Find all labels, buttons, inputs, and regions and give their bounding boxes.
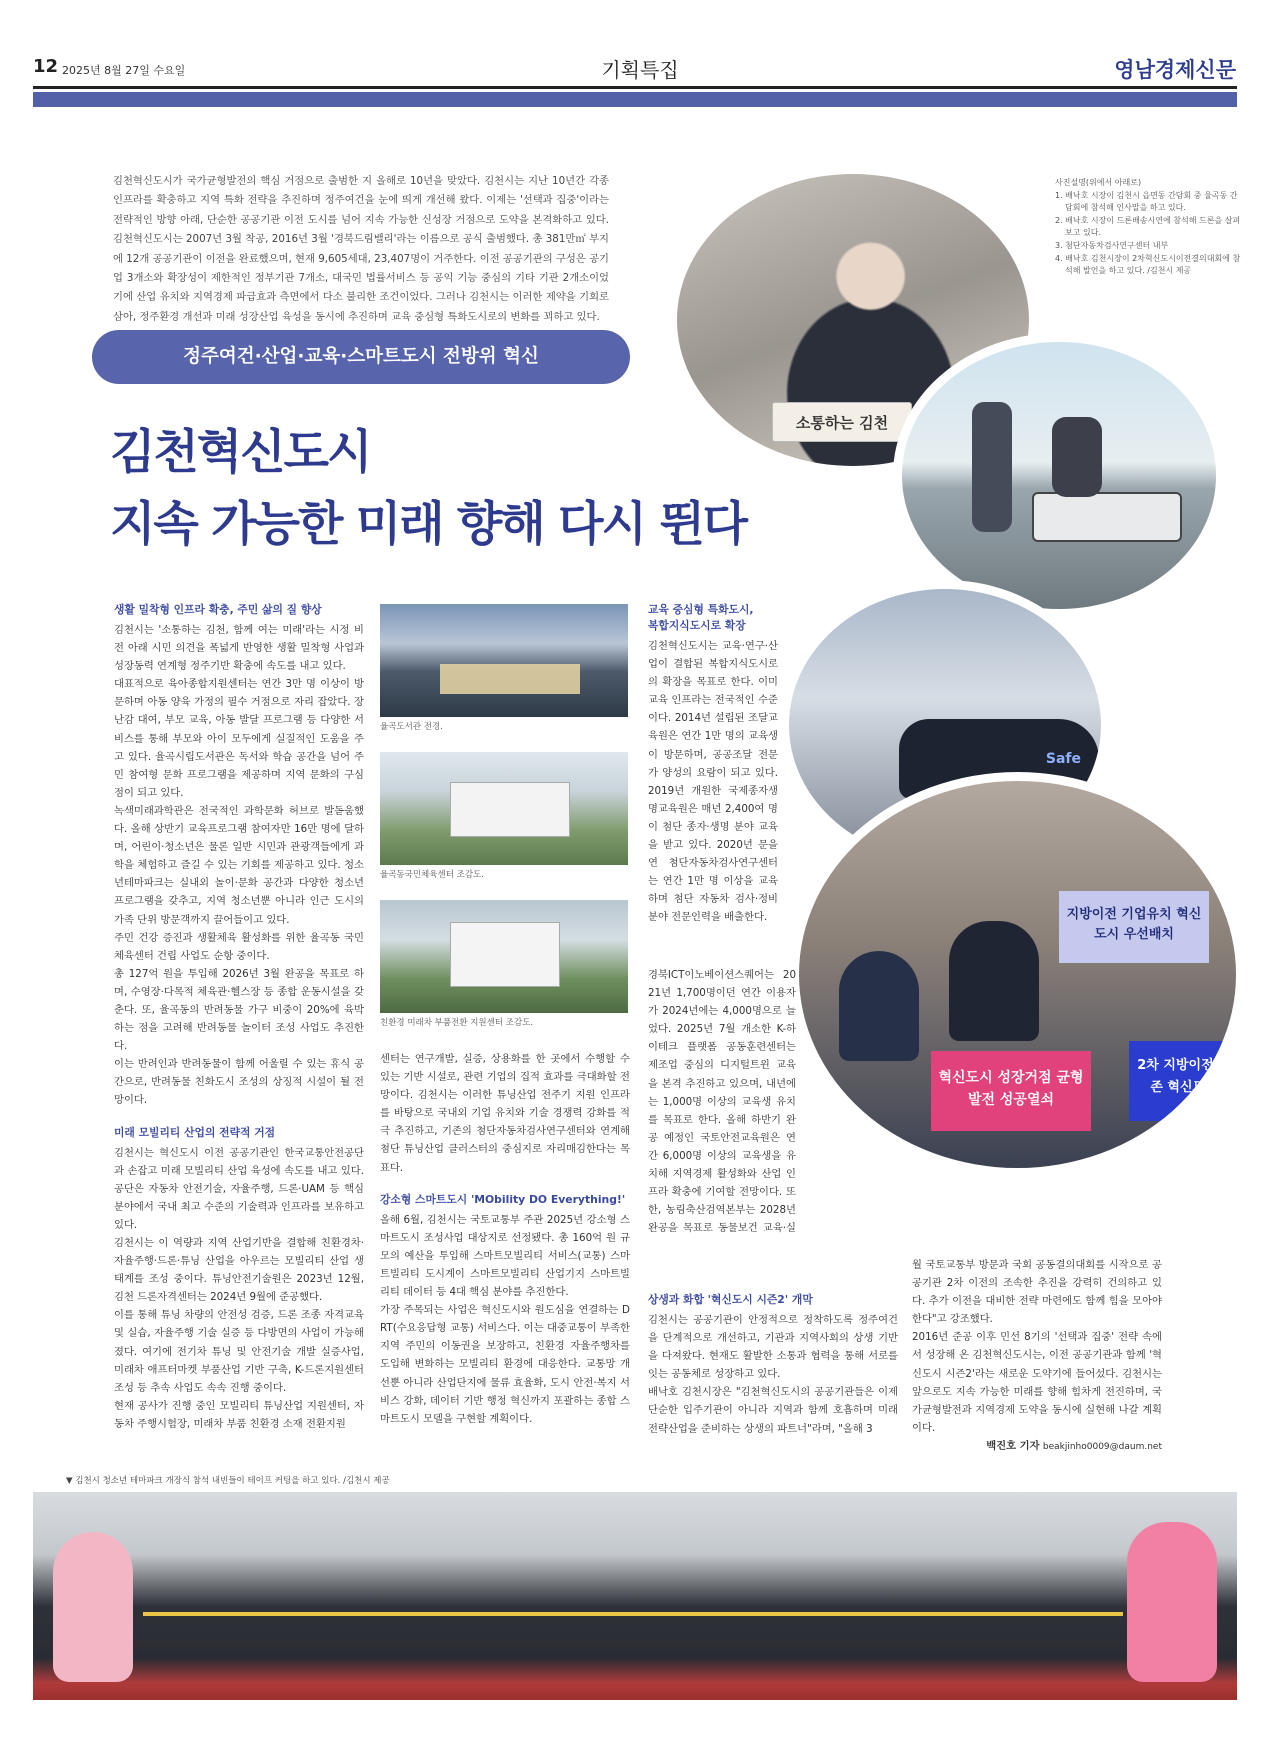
paragraph: 김천시는 공공기관이 안정적으로 정착하도록 정주여건을 단계적으로 개선하고, 기관과 지역사회의 상생 기반을 다져왔다. 현재도 활발한 소통과 협력을 통해 서로를 잇는 공동체로 성장하고 있다.	[648, 1314, 898, 1381]
photo-captions	[1055, 177, 1245, 278]
paragraph: 이를 통해 튜닝 차량의 안전성 검증, 드론 조종 자격교육 및 실습, 자율주행 기술 실증 등 다방면의 사업이 가능해졌다. 여기에 전기차 튜닝 및 안전기술 개발 실증사업, 미래차 애프터마켓 부품산업 기반 구축, K-드론지원센터 조성 등 추속 사업도 속속 진행 중이다.	[114, 1309, 364, 1394]
paragraph: 현재 공사가 진행 중인 모빌리티 튜닝산업 지원센터, 자동차 주행시험장, 미래차 부품 친환경 소재 전환지원	[114, 1399, 364, 1430]
headline-kicker: 정주여건·산업·교육·스마트도시 전방위 혁신	[92, 330, 630, 384]
caption-bottom-photo: ▼ 김천시 청소년 테마파크 개장식 참석 내빈들이 테이프 커팅을 하고 있다. /김천시 제공	[66, 1476, 390, 1486]
paragraph: 김천혁신도시는 교육·연구·산업이 결합된 복합지식도시로의 확장을 목표로 한다. 이미 교육 인프라는 전국적인 수준이다. 2014년 설립된 조달교육원은 연간 1만 명의 교육생이 방문하며, 공공조달 전문가 양성의 요람이 되고 있다. 2019년 개원한 국제종자생명교육원은 매년 2,400여 명이 첨단 종자·생명 분야 교육을 받고 있다. 2020년 문을 연 첨단자동차검사연구센터는 연간 1만 명 이상을 교육하며 첨단 자동차 검사·정비 분야 전문인력을 배출한다.	[648, 640, 778, 924]
caption-eco: 친환경 미래차 부품전환 지원센터 조감도.	[380, 1018, 534, 1028]
rally-sign: 지방이전 기업유치 혁신도시 우선배치	[1059, 891, 1209, 963]
issue-date: 2025년 8월 27일 수요일	[62, 64, 186, 77]
photo-drone-demo	[893, 333, 1225, 618]
person-figure	[1052, 417, 1102, 497]
paragraph: 대표적으로 육아종합지원센터는 연간 3만 명 이상이 방문하며 아동 양육 가정의 필수 거점으로 자리 잡았다. 장난감 대여, 부모 교육, 아동 발달 프로그램 등 다양한 서비스를 통해 부모와 아이 모두에게 실질적인 도움을 주고 있다. 율곡시립도서관은 독서와 학습 공간을 넘어 주민 참여형 문화 프로그램을 제공하며 지역 문화의 구심점이 되고 있다.	[114, 678, 364, 799]
paragraph: 올해 6월, 김천시는 국토교통부 주관 2025년 강소형 스마트도시 조성사업 대상지로 선정됐다. 총 160억 원 규모의 예산을 투입해 스마트모빌리티 서비스(교통) 스마트빌리티 도시계이 스마트모빌리티 산업기지 스마트빌리티 데이터 등 4대 핵심 분야를 추진한다.	[380, 1213, 630, 1299]
rally-sign: 2차 지방이전 기존 혁신도시	[1129, 1041, 1239, 1121]
subhead: 복합지식도시로 확장	[648, 619, 746, 632]
column-3-narrow	[648, 602, 778, 927]
ribbon-shape	[143, 1612, 1123, 1616]
person-figure	[972, 402, 1012, 532]
editor-intro	[113, 172, 609, 347]
photo-captions-title: 사진설명(위에서 아래로)	[1055, 178, 1142, 187]
subhead: 생활 밀착형 인프라 확충, 주민 삶의 질 향상	[114, 603, 322, 616]
mascot-shape	[1127, 1522, 1217, 1682]
photo-sports-center	[380, 752, 628, 865]
intro-text: 김천혁신도시가 국가균형발전의 핵심 거점으로 출범한 지 올해로 10년을 맞았다. 김천시는 지난 10년간 각종 인프라를 확충하고 지역 특화 전략을 추진하며 정주여건을 눈에 띄게 개선해 왔다. 이제는 '선택과 집중'이라는 전략적인 방향 아래, 단순한 공공기관 이전 도시를 넘어 지속 가능한 신성장 거점으로 도약을 본격화하고 있다. 김천혁신도시는 2007년 3월 착공, 2016년 3월 '경북드림밸리'라는 이름으로 공식 출범했다. 총 381만㎡ 부지에 12개 공공기관이 이전을 완료했으며, 현재 9,605세대, 23,407명이 거주한다. 이전 공공기관의 구성은 공기업 3개소와 확장성이 제한적인 정부기관 7개소, 대국민 법률서비스 등 공익 기능 중심의 기타 기관 2개소이었기에 산업 유치와 지역경제 파급효과 측면에서 다소 불리한 조건이었다. 그러나 김천시는 이러한 제약을 기회로 삼아, 정주환경 개선과 미래 성장산업 육성을 동시에 추진하며 교육 중심형 특화도시로의 변화를 꾀하고 있다.	[113, 175, 609, 323]
subhead: 교육 중심형 특화도시,	[648, 603, 754, 616]
page-number: 12	[33, 56, 59, 77]
photo-caption-item: 3. 첨단자동차검사연구센터 내부	[1055, 240, 1169, 250]
paper-name: 영남경제신문	[1114, 58, 1236, 82]
masthead-rule	[33, 86, 1237, 89]
paragraph: 이는 반려인과 반려동물이 함께 어울릴 수 있는 휴식 공간으로, 반려동물 친화도시 조성의 상징적 시설이 될 전망이다.	[114, 1058, 364, 1107]
paragraph: 월 국토교통부 방문과 국회 공동결의대회를 시작으로 공공기관 2차 이전의 조속한 추진을 강력히 건의하고 있다. 추가 이전을 대비한 전략 마련에도 함께 힘을 모아야 한다"고 강조했다.	[912, 1259, 1162, 1326]
photo-eco-center	[380, 900, 628, 1013]
person-figure	[839, 951, 919, 1061]
photo-ribbon-cutting	[33, 1492, 1237, 1700]
column-3-mid	[648, 966, 796, 1236]
subhead: 미래 모빌리티 산업의 전략적 거점	[114, 1125, 276, 1139]
reporter-name: 백진호 기자	[986, 1439, 1040, 1452]
reporter-byline	[912, 1437, 1162, 1456]
caption-sports: 율곡동국민체육센터 조감도.	[380, 870, 484, 880]
paragraph: 2016년 준공 이후 민선 8기의 '선택과 집중' 전략 속에서 성장해 온 김천혁신도시는, 이전 공공기관과 함께 '혁신도시 시즌2'라는 새로운 도약기에 들어섰다. 김천시는 앞으로도 지속 가능한 미래를 향해 힘차게 전진하며, 국가균형발전과 지역경제 도약을 동시에 실현해 나갈 계획이다.	[912, 1331, 1162, 1434]
masthead-band	[33, 92, 1237, 107]
paragraph: 배낙호 김천시장은 "김천혁신도시의 공공기관들은 이제 단순한 입주기관이 아니라 지역과 함께 호흡하며 미래 전략산업을 준비하는 상생의 파트너"라며, "올해 3	[648, 1386, 898, 1435]
section-title: 기획특집	[601, 58, 679, 82]
paragraph: 녹색미래과학관은 전국적인 과학문화 허브로 발돋움했다. 올해 상반기 교육프로그램 참여자만 16만 명에 달하며, 어린이·청소년은 물론 일반 시민과 관광객들에게 과학을 체험하고 즐길 수 있는 기회를 제공하고 있다. 청소년테마파크는 실내외 놀이·문화 공간과 다양한 청소년 프로그램을 갖추고, 지역 청소년뿐 아니라 인근 도시의 가족 단위 방문객까지 끌어들이고 있다.	[114, 804, 364, 926]
building-shape	[440, 664, 580, 694]
photo-caption-item: 1. 배낙호 시장이 김천시 읍면동 간담회 중 율곡동 간담회에 참석해 인사말을 하고 있다.	[1055, 190, 1238, 213]
paragraph: 김천시는 이 역량과 지역 산업기반을 결합해 친환경차·자율주행·드론·튜닝 산업을 아우르는 모빌리티 산업 생태계를 조성 중이다. 튜닝안전기술원은 2023년 12월, 김천 드론자격센터는 2024년 9월에 준공했다.	[114, 1237, 364, 1304]
nameplate: 소통하는 김천	[772, 402, 912, 442]
caption-library: 율곡도서관 전경.	[380, 722, 443, 732]
subhead: 상생과 화합 '혁신도시 시즌2' 개막	[648, 1293, 813, 1306]
rally-sign: 혁신도시 성장거점 균형발전 성공열쇠	[931, 1051, 1091, 1131]
photo-rally	[790, 772, 1245, 1177]
column-3-bottom	[648, 1292, 898, 1438]
photo-caption-item: 2. 배낙호 시장이 드론배송시연에 참석해 드론을 살펴보고 있다.	[1055, 215, 1241, 238]
column-4	[912, 1256, 1162, 1456]
reporter-email: beakjinho0009@daum.net	[1042, 1441, 1162, 1452]
drone-shape	[1032, 492, 1182, 542]
building-shape	[450, 782, 570, 837]
headline-line-2: 지속 가능한 미래 향해 다시 뛴다	[110, 497, 747, 552]
paragraph: 경북ICT이노베이션스퀘어는 2021년 1,700명이던 연간 이용자가 2024년에는 4,000명으로 늘었다. 2025년 7월 개소한 K-하이테크 플랫폼 공동훈련센터는 제조업 중심의 디지털트윈 교육을 본격 추진하고 있으며, 내년에는 1,000명 이상의 교육생 유치를 목표로 한다. 올해 하반기 완공 예정인 국토안전교육원은 연간 6,000명 이상의 교육생을 유치해 지역경제 활성화와 산업 인프라 확충에 기여할 전망이다. 또한, 농림축산검역본부는 2028년 완공을 목표로 동물보건 교육·실	[648, 969, 796, 1235]
column-1	[114, 602, 364, 1433]
column-2	[380, 1050, 630, 1428]
mascot-shape	[53, 1532, 133, 1682]
paragraph: 센터는 연구개발, 실증, 상용화를 한 곳에서 수행할 수 있는 기반 시설로, 관련 기업의 집적 효과를 극대화할 전망이다. 김천시는 이러한 튜닝산업 전주기 지원 인프라를 바탕으로 국내외 기업 유치와 기술 경쟁력 강화를 적극 추진하고, 기존의 첨단자동차검사연구센터와 연계해 첨단 튜닝산업 클러스터의 중심지로 자리매김한다는 목표다.	[380, 1053, 630, 1174]
photo-library	[380, 604, 628, 717]
subhead: 강소형 스마트도시 'MObility DO Everything!'	[380, 1192, 626, 1206]
photo-caption-item: 4. 배낙호 김천시장이 2차혁신도시이전결의대회에 참석해 발언을 하고 있다. /김천시 제공	[1055, 253, 1241, 276]
person-figure	[949, 921, 1039, 1041]
paragraph: 가장 주목되는 사업은 혁신도시와 원도심을 연결하는 DRT(수요응답형 교통) 서비스다. 이는 대중교통이 부족한 지역 주민의 이동권을 보장하고, 친환경 자율주행차를 도입해 변화하는 모빌리티 환경에 대응한다. 교통망 개선뿐 아니라 산업단지에 물류 효율화, 도시 안전·복지 서비스 강화, 데이터 기반 행정 혁신까지 포괄하는 종합 스마트도시 모델을 구현할 계획이다.	[380, 1304, 630, 1425]
headline-line-1: 김천혁신도시	[110, 425, 371, 480]
paragraph: 주민 건강 증진과 생활체육 활성화를 위한 율곡동 국민체육센터 건립 사업도 순항 중이다.	[114, 931, 364, 962]
paragraph: 총 127억 원을 투입해 2026년 3월 완공을 목표로 하며, 수영장·다목적 체육관·헬스장 등 종합 운동시설을 갖춘다. 또, 율곡동의 반려동물 가구 비중이 20%에 육박하는 점을 고려해 반려동물 놀이터 조성 사업도 추진한다.	[114, 967, 364, 1053]
building-shape	[450, 922, 560, 987]
paragraph: 김천시는 '소통하는 김천, 함께 여는 미래'라는 시정 비전 아래 시민 의견을 폭넓게 반영한 생활 밀착형 사업과 성장동력 연계형 정주기반 확충에 속도를 내고 있다.	[114, 624, 364, 673]
paragraph: 김천시는 혁신도시 이전 공공기관인 한국교통안전공단과 손잡고 미래 모빌리티 산업 육성에 속도를 내고 있다. 공단은 자동차 안전기술, 자율주행, 드론·UAM 등 핵심 분야에서 국내 최고 수준의 기술력과 인프라를 보유하고 있다.	[114, 1146, 364, 1231]
car-shape: Safe	[899, 719, 1099, 799]
